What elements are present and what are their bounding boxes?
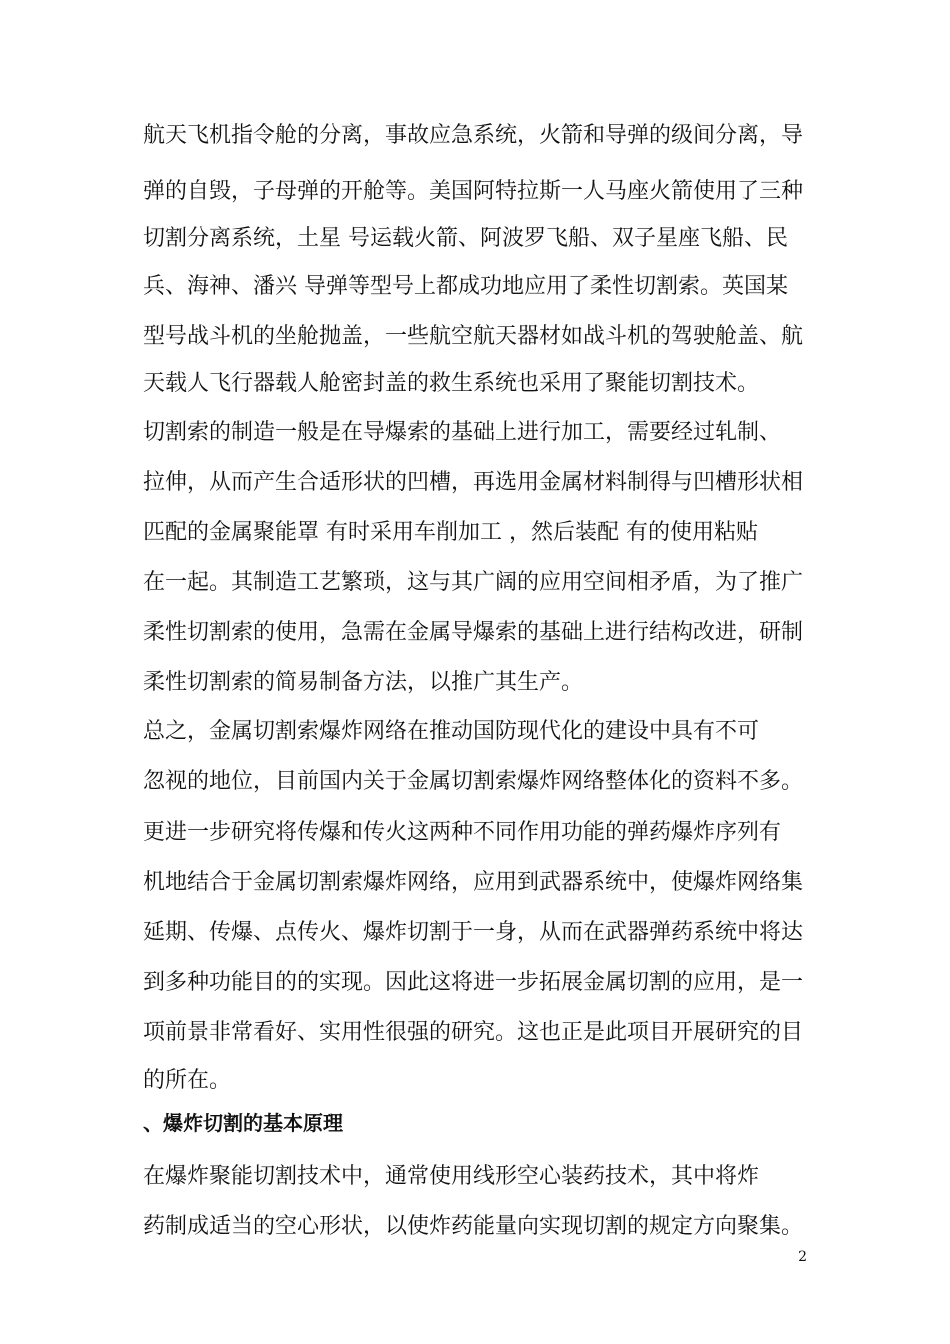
text-line: 型号战斗机的坐舱抛盖，一些航空航天器材如战斗机的驾驶舱盖、航 (143, 324, 804, 349)
text-line: 拉伸，从而产生合适形状的凹槽，再选用金属材料制得与凹槽形状相 (143, 470, 804, 495)
text-line: 柔性切割索的使用，急需在金属导爆索的基础上进行结构改进，研制 (143, 620, 804, 645)
section-heading: 、爆炸切割的基本原理 (143, 1111, 343, 1135)
text-line: 机地结合于金属切割索爆炸网络，应用到武器系统中，使爆炸网络集 (143, 870, 804, 895)
page-number: 2 (798, 1249, 807, 1265)
text-line: 项前景非常看好、实用性很强的研究。这也正是此项目开展研究的目 (143, 1020, 804, 1045)
text-line: 切割分离系统，土星 号运载火箭、阿波罗飞船、双子星座飞船、民 (143, 226, 788, 251)
text-line: 兵、海神、潘兴 导弹等型号上都成功地应用了柔性切割索。英国某 (143, 274, 788, 299)
text-line: 天载人飞行器载人舱密封盖的救生系统也采用了聚能切割技术。 (143, 371, 760, 396)
text-line: 在一起。其制造工艺繁琐，这与其广阔的应用空间相矛盾，为了推广 (143, 570, 804, 595)
text-line: 航天飞机指令舱的分离，事故应急系统，火箭和导弹的级间分离，导 (143, 123, 804, 148)
text-line: 弹的自毁，子母弹的开舱等。美国阿特拉斯一人马座火箭使用了三种 (143, 179, 804, 204)
text-line: 总之，金属切割索爆炸网络在推动国防现代化的建设中具有不可 (143, 719, 760, 744)
text-line: 在爆炸聚能切割技术中，通常使用线形空心装药技术，其中将炸 (143, 1164, 760, 1189)
text-line: 的所在。 (143, 1068, 232, 1093)
text-line: 药制成适当的空心形状，以使炸药能量向实现切割的规定方向聚集。 (143, 1214, 804, 1239)
text-line: 忽视的地位，目前国内关于金属切割索爆炸网络整体化的资料不多。 (143, 769, 804, 794)
text-line: 到多种功能目的的实现。因此这将进一步拓展金属切割的应用，是一 (143, 970, 804, 995)
text-line: 更进一步研究将传爆和传火这两种不同作用功能的弹药爆炸序列有 (143, 820, 782, 845)
text-line: 延期、传爆、点传火、爆炸切割于一身，从而在武器弹药系统中将达 (143, 920, 804, 945)
text-line: 匹配的金属聚能罩 有时采用车削加工 ，然后装配 有的使用粘贴 (143, 520, 758, 545)
text-line: 切割索的制造一般是在导爆索的基础上进行加工，需要经过轧制、 (143, 420, 782, 445)
text-line: 柔性切割索的简易制备方法，以推广其生产。 (143, 670, 584, 695)
